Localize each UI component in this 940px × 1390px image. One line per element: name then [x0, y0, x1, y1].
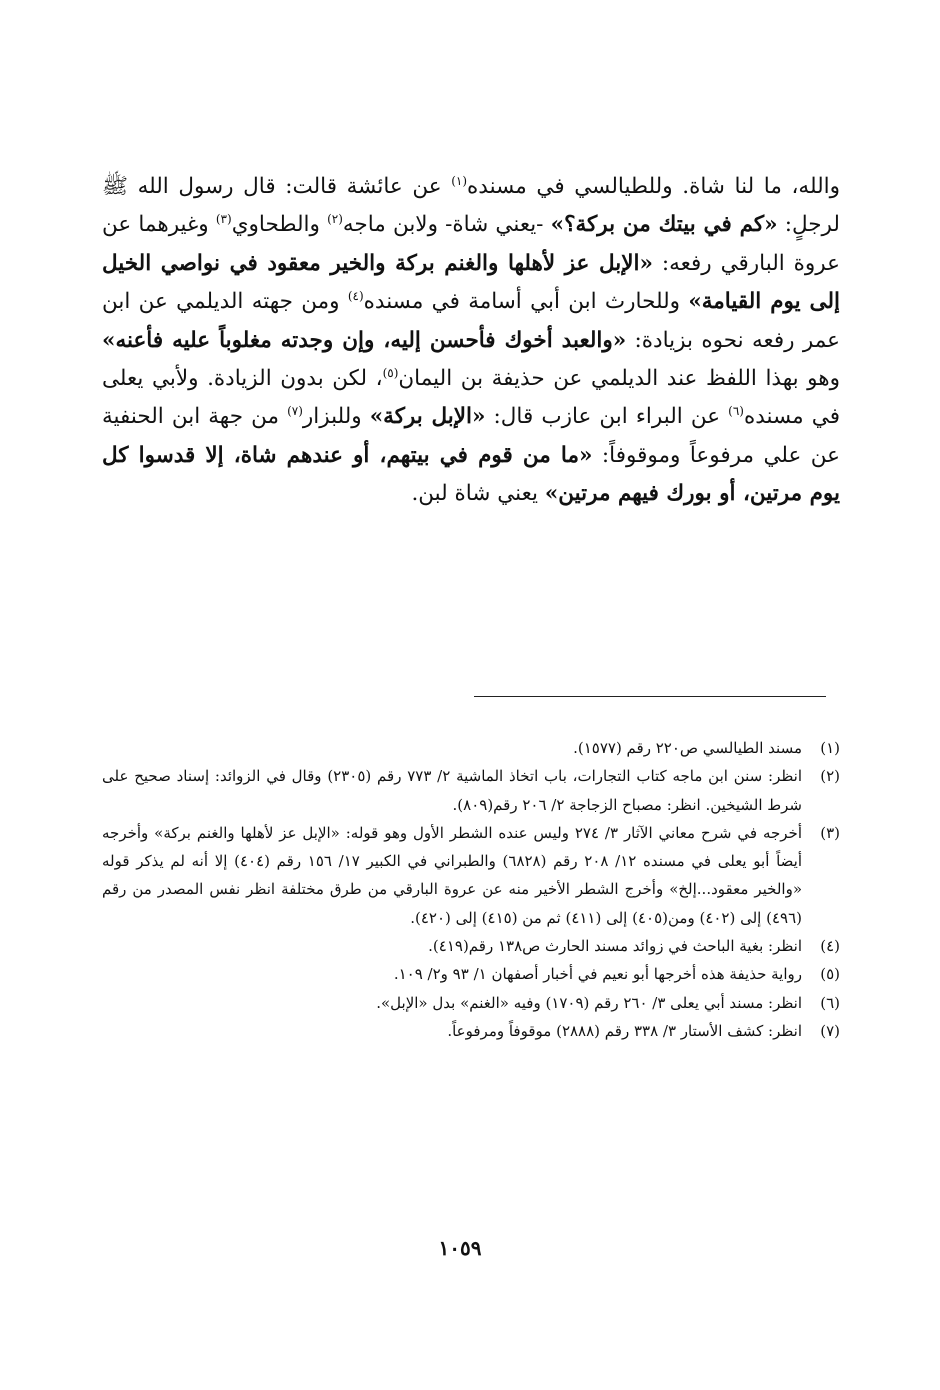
- text-segment: يعني شاة لبن.: [411, 481, 545, 507]
- footnote-text: انظر: سنن ابن ماجه كتاب التجارات، باب اتخاذ الماشية ٢/ ٧٧٣ رقم (٢٣٠٥) وقال في الزوائد: إسناد صحيح على شرط الشيخين. انظر: مصباح الزجاجة ٢/ ٢٠٦ رقم(٨٠٩).: [102, 767, 802, 814]
- footnote-divider: [474, 696, 826, 697]
- page-number: ١٠٥٩: [438, 1236, 482, 1260]
- footnote-number: (٦): [820, 993, 840, 1012]
- hadith-quote: «ما من قوم في بيتهم، أو عندهم شاة، إلا قدسوا كل يوم مرتين، أو بورك فيهم مرتين»: [102, 442, 840, 507]
- footnote-ref: (٦): [728, 404, 744, 419]
- hadith-quote: «الإبل عز لأهلها والغنم بركة والخير معقود في نواصي الخيل إلى يوم القيامة»: [102, 250, 840, 315]
- footnote-item: [102, 734, 840, 762]
- footnote-number: (٣): [820, 823, 840, 842]
- footnote-item: [102, 1017, 840, 1045]
- footnote-number: (٧): [820, 1021, 840, 1040]
- footnote-text: انظر: مسند أبي يعلى ٣/ ٢٦٠ رقم (١٧٠٩) وفيه «الغنم» بدل «الإبل».: [376, 993, 802, 1012]
- footnote-number: (٢): [820, 767, 840, 786]
- footnote-text: مسند الطيالسي ص٢٢٠ رقم (١٥٧٧).: [573, 739, 802, 757]
- hadith-quote: «والعبد أخوك فأحسن إليه، وإن وجدته مغلوباً عليه فأعنه»: [102, 327, 627, 353]
- footnote-number: (٤): [820, 937, 840, 956]
- footnote-ref: (٢): [327, 212, 343, 227]
- footnote-item: [102, 819, 840, 932]
- text-segment: -يعني شاة- ولابن ماجه: [342, 212, 551, 238]
- footnote-text: انظر: كشف الأستار ٣/ ٣٣٨ رقم (٢٨٨٨) موقوفاً ومرفوعاً.: [447, 1021, 802, 1040]
- footnote-text: أخرجه في شرح معاني الآثار ٣/ ٢٧٤ وليس عنده الشطر الأول وهو قوله: «الإبل عز لأهلها والغنم بركة» وأخرجه أيضاً أبو يعلى في مسنده ١٢/ ٢٠٨ رقم (٦٨٢٨) والطبراني في الكبير ١٧/ ١٥٦ رقم (٤٠٤) إلا أنه لم يذكر قوله «والخير معقود...إلخ» وأخرج الشطر الأخير منه عن عروة البارقي من طرق مختلفة انظر نفس المصدر من رقم (٤٩٦) إلى (٤٠٢) ومن(٤٠٥) إلى (٤١١) ثم من (٤١٥) إلى (٤٢٠).: [102, 823, 802, 927]
- text-segment: وللبزار: [302, 404, 370, 430]
- text-segment: وهو بهذا اللفظ عند الديلمي عن حذيفة بن اليمان: [398, 366, 840, 392]
- hadith-quote: «الإبل بركة»: [369, 404, 486, 430]
- text-segment: ، لكن بدون الزيادة. ولأبي يعلى في مسنده: [102, 366, 840, 430]
- footnote-text: رواية حذيفة هذه أخرجها أبو نعيم في أخبار أصفهان ١/ ٩٣ و٢/ ١٠٩.: [393, 965, 802, 984]
- text-segment: ومن جهته الديلمي عن ابن عمر رفعه نحوه بزيادة:: [102, 289, 841, 353]
- footnote-ref: (٥): [382, 365, 399, 380]
- text-segment: عن عائشة قالت: قال رسول الله ﷺ لرجلٍ:: [102, 174, 840, 238]
- text-segment: والله، ما لنا شاة. وللطيالسي في مسنده: [467, 174, 840, 199]
- text-segment: وغيرهما عن عروة البارقي رفعه:: [102, 212, 840, 276]
- footnote-item: [102, 932, 840, 960]
- footnote-text: انظر: بغية الباحث في زوائد مسند الحارث ص١٣٨ رقم(٤١٩).: [428, 937, 802, 956]
- footnote-ref: (٤): [347, 289, 364, 304]
- text-segment: والطحاوي: [231, 212, 328, 238]
- text-segment: عن البراء ابن عازب قال:: [485, 404, 729, 430]
- main-text-block: [102, 168, 840, 514]
- text-segment: من جهة ابن الحنفية عن علي مرفوعاً وموقوفاً:: [102, 404, 840, 468]
- footnote-ref: (٣): [215, 212, 232, 227]
- footnote-number: (٥): [820, 965, 840, 984]
- footnotes: [102, 734, 840, 1045]
- footnote-number: (١): [820, 739, 840, 757]
- footnote-ref: (٧): [287, 404, 303, 419]
- text-segment: وللحارث ابن أبي أسامة في مسنده: [363, 289, 689, 315]
- hadith-quote: «كم في بيتك من بركة؟»: [550, 212, 778, 238]
- main-paragraph: [102, 168, 840, 514]
- footnote-item: [102, 762, 840, 819]
- footnote-ref: (١): [451, 173, 468, 188]
- footnote-item: [102, 960, 840, 988]
- footnote-item: [102, 989, 840, 1017]
